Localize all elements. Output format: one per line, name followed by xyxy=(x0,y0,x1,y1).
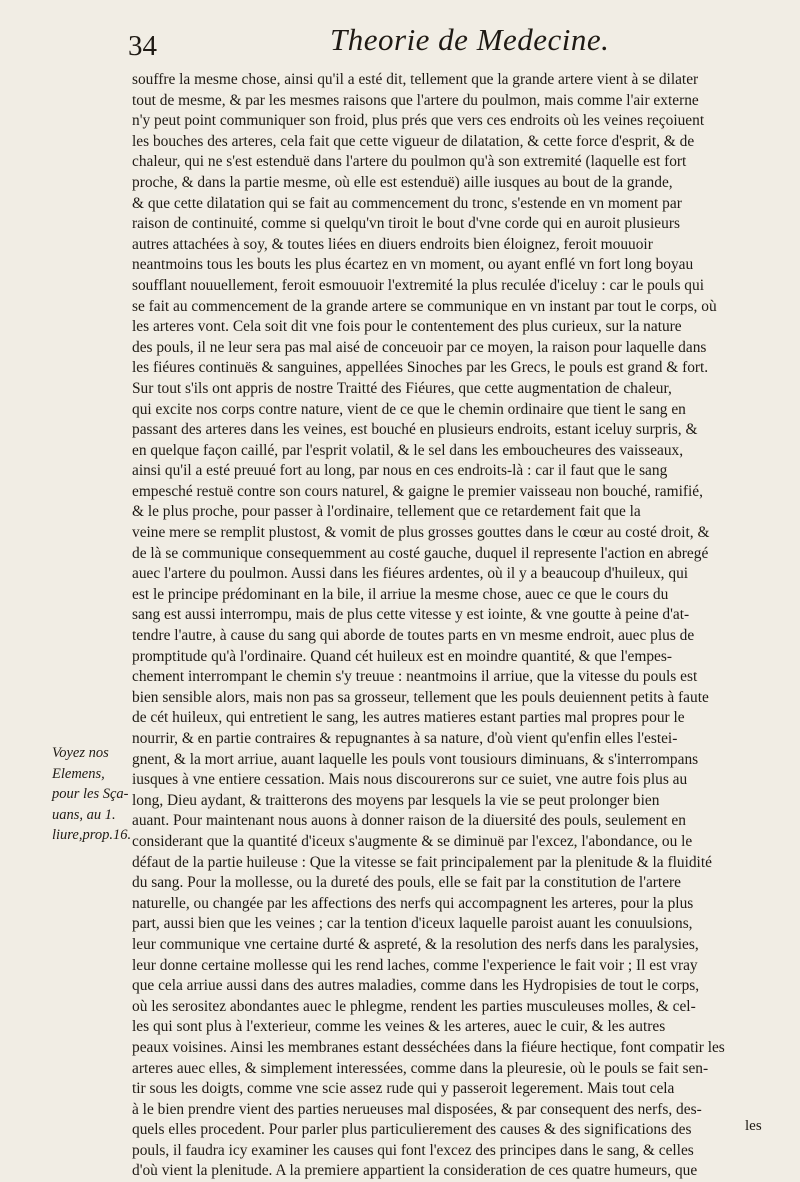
text-line: tendre l'autre, à cause du sang qui aborde de toutes parts en vn mesme endroit, auec plus de xyxy=(132,627,695,645)
text-line: leur donne certaine mollesse qui les rend laches, comme l'experience le fait voir ; Il est vray xyxy=(132,956,698,974)
text-line: arteres auec elles, & simplement interessées, comme dans la pleuresie, où le pouls se fait sen- xyxy=(132,1059,709,1077)
text-line: empesché restuë contre son cours naturel, & gaigne le premier vaisseau non bouché, ramifié, xyxy=(132,482,703,500)
body-text xyxy=(132,70,772,1182)
text-line: chaleur, qui ne s'est estenduë dans l'artere du poulmon qu'à son extremité (laquelle est fort xyxy=(132,153,687,171)
page-number: 34 xyxy=(128,30,157,62)
text-line: pouls, il faudra icy examiner les causes qui font l'excez des principes dans le sang, & celles xyxy=(132,1141,694,1159)
text-line: neantmoins tous les bouts les plus écartez en vn moment, ou ayant enflé vn fort long boyau xyxy=(132,256,694,274)
text-line: n'y peut point communiquer son froid, plus prés que vers ces endroits où les veines reçoiuent xyxy=(132,112,705,130)
text-line: soufflant nouuellement, feroit esmouuoir l'extremité la plus reculée d'iceluy : car le pouls qui xyxy=(132,276,704,294)
text-line: d'où vient la plenitude. A la premiere appartient la consideration de ces quatre humeurs, que xyxy=(132,1162,698,1180)
margin-note-line: liure,prop.16. xyxy=(52,827,132,843)
text-line: les fiéures continuës & sanguines, appellées Sinoches par les Grecs, le pouls est grand & fort. xyxy=(132,359,709,377)
text-line: en quelque façon caillé, par l'esprit volatil, & le sel dans les embouchеures des vaisseaux, xyxy=(132,441,684,459)
margin-note-line: pour les Sça- xyxy=(52,786,129,802)
text-line: veine mere se remplit plustost, & vomit de plus grosses gouttes dans le cœur au costé droit, & xyxy=(132,524,710,542)
text-line: du sang. Pour la mollesse, ou la dureté des pouls, elle se fait par la constitution de l'artere xyxy=(132,874,681,892)
text-line: souffre la mesme chose, ainsi qu'il a esté dit, tellement que la grande artere vient à se dilater xyxy=(132,71,699,88)
text-line: ainsi qu'il a esté preuué fort au long, par nous en ces endroits-là : car il faut que le sang xyxy=(132,462,668,480)
text-line: passant des arteres dans les veines, est bouché en plusieurs endroits, estant iceluy surpris, & xyxy=(132,421,698,439)
text-line: nourrir, & en partie contraires & repugnantes à sa nature, d'où vient qu'enfin elles l'estei- xyxy=(132,730,678,747)
margin-note xyxy=(52,743,134,846)
text-line: des pouls, il ne leur sera pas mal aisé de conceuoir par ce moyen, la raison pour laquelle dans xyxy=(132,338,707,356)
text-line: peaux voisines. Ainsi les membranes estant desséchées dans la fiéure hectique, font compatir les xyxy=(132,1038,725,1056)
text-line: sang est aussi interrompu, mais de plus cette vitesse y est iointe, & vne goutte à peine d'at- xyxy=(132,606,690,624)
text-line: gnent, & la mort arriue, auant laquelle les pouls vont tousiours diminuans, & s'interrompans xyxy=(132,750,699,768)
text-line: auec l'artere du poulmon. Aussi dans les fiéures ardentes, où il y a beaucoup d'huileux, qui xyxy=(132,565,689,583)
text-line: à le bien prendre vient des parties nerueuses mal disposées, & par consequent des nerfs, des- xyxy=(132,1100,702,1118)
text-line: les arteres vont. Cela soit dit vne fois pour le contentement des plus curieux, sur la nature xyxy=(132,318,682,336)
text-line: chement interrompant le chemin s'y treuue : neantmoins il arriue, que la vitesse du pouls est xyxy=(132,668,698,686)
margin-note-line: Elemens, xyxy=(52,765,105,782)
text-line: bien sensible alors, mais non pas sa grosseur, tellement que les pouls deuiennent petits à faute xyxy=(132,688,709,706)
text-line: tir sous les doigts, comme vne scie assez rude qui y passeroit legerement. Mais tout cela xyxy=(132,1080,675,1098)
catchword: les xyxy=(745,1118,762,1134)
text-line: où les serositez abondantes auec le phlegme, rendent les parties musculeuses molles, & cel- xyxy=(132,997,696,1015)
text-line: considerant que la quantité d'iceux s'augmente & se diminuë par l'excez, l'abondance, ou le xyxy=(132,832,693,850)
text-line: Sur tout s'ils ont appris de nostre Traitté des Fiéures, que cette augmentation de chaleur, xyxy=(132,379,672,397)
text-line: les bouches des arteres, cela fait que cette vigueur de dilatation, & cette force d'esprit, & de xyxy=(132,132,695,150)
text-line: & le plus proche, pour passer à l'ordinaire, tellement que ce retardement fait que la xyxy=(132,503,641,521)
text-line: tout de mesme, & par les mesmes raisons que l'artere du poulmon, mais comme l'air externe xyxy=(132,91,699,109)
text-line: les qui sont plus à l'exterieur, comme les veines & les arteres, auec le cuir, & les autres xyxy=(132,1018,666,1036)
text-line: naturelle, ou changée par les affections des nerfs qui accompagnent les arteres, pour la plus xyxy=(132,894,694,912)
text-line: défaut de la partie huileuse : Que la vitesse se fait principalement par la plenitude & la fluidité xyxy=(132,853,712,871)
text-line: est le principe prédominant en la bile, il arriue la mesme chose, auec ce que le cours du xyxy=(132,585,669,603)
text-line: autres attachées à soy, & toutes liées en diuers endroits bien éloignez, feroit mouuoir xyxy=(132,235,653,253)
text-line: leur communique vne certaine durté & aspreté, & la resolution des nerfs dans les paralysies, xyxy=(132,935,699,953)
margin-note-line: uans, au 1. xyxy=(52,806,116,823)
text-line: de là se communique consequemment au costé gauche, duquel il represente l'action en abregé xyxy=(132,544,709,562)
text-line: iusques à vne entiere cessation. Mais nous discourerons sur ce suiet, vne autre fois plus au xyxy=(132,771,688,789)
text-line: part, aussi bien que les veines ; car la tention d'iceux laquelle paroist auant les conuulsions, xyxy=(132,915,693,933)
text-line: se fait au commencement de la grande artere se communique en vn instant par tout le corps, où xyxy=(132,297,717,315)
text-line: proche, & dans la partie mesme, où elle est estenduë) aille iusques au bout de la grande, xyxy=(132,173,673,191)
running-title: Theorie de Medecine. xyxy=(330,22,610,57)
text-line: que cela arriue aussi dans des autres maladies, comme dans les Hydropisies de tout le corps, xyxy=(132,977,700,995)
text-line: raison de continuité, comme si quelqu'vn tiroit le bout d'vne corde qui en auroit plusieurs xyxy=(132,215,680,233)
text-line: auant. Pour maintenant nous auons à donner raison de la diuersité des pouls, seulement en xyxy=(132,812,686,830)
margin-note-line: Voyez nos xyxy=(52,745,109,761)
text-line: long, Dieu aydant, & traitterons des moyens par lesquels la vie se peut prolonger bien xyxy=(132,791,660,809)
text-line: qui excite nos corps contre nature, vient de ce que le chemin ordinaire que tient le sang en xyxy=(132,400,686,418)
text-line: quels elles procedent. Pour parler plus particulierement des causes & des significations des xyxy=(132,1121,692,1139)
text-line: de cét huileux, qui entretient le sang, les autres matieres estant parties mal propres pour le xyxy=(132,709,685,727)
text-line: promptitude qu'à l'ordinaire. Quand cét huileux est en moindre quantité, & que l'empes- xyxy=(132,647,673,665)
text-line: & que cette dilatation qui se fait au commencement du tronc, s'estende en vn moment par xyxy=(132,194,682,212)
